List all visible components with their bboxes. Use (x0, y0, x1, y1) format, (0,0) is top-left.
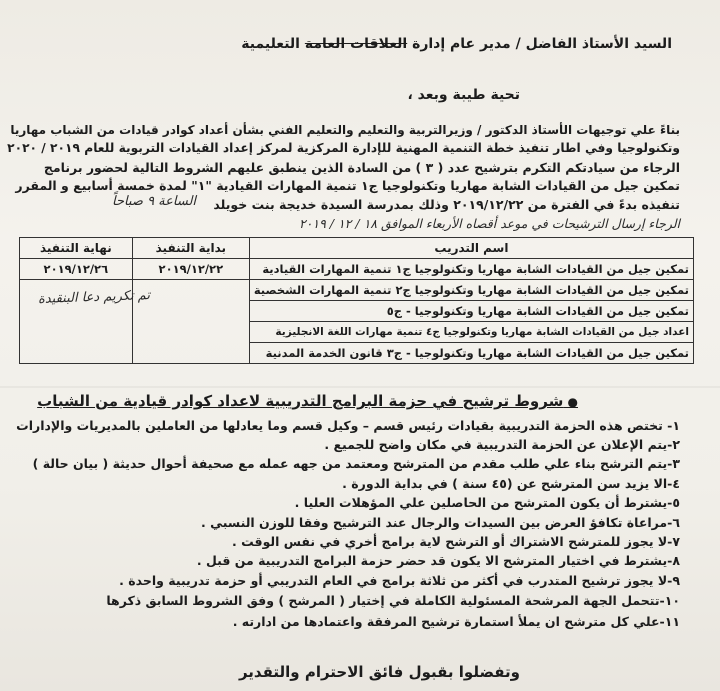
condition-item: ١١-علي كل مترشح ان يملأ استمارة ترشيح المرفقة واعتمادها من ادارته . (232, 614, 680, 629)
paragraph-line-5: تنفيذه بدءً في الفترة من ٢٠١٩/١٢/٢٢ وذلك بمدرسة السيدة خديجة بنت خويلد (213, 197, 680, 212)
paragraph-line-3: الرجاء من سيادتكم التكرم بترشيح عدد ( ٣ ) من السادة الذين ينطبق عليهم الشروط التالية لحضور برنامج (43, 160, 680, 175)
row-end (19, 322, 132, 343)
row-name: تمكين جيل من القيادات الشابة مهاريا وتكنولوجيا - ج٣ قانون الخدمة المدنية (249, 343, 693, 364)
title-bullet-icon: ● (563, 395, 578, 409)
row-start (132, 322, 249, 343)
condition-item: ٣-يتم الترشح بناء علي طلب مقدم من المترشح ومعتمد من جهه عمله مع صحيفة أحوال حديثة ( بيان حالة ) (32, 456, 680, 471)
row-start (132, 301, 249, 322)
conditions-title: ● شروط ترشيح في حزمة البرامج التدريبية لاعداد كوادر قيادية من الشباب (37, 392, 578, 410)
row-end (19, 343, 132, 364)
paragraph-line-4: تمكين جيل من القيادات الشابة مهاريا وتكنولوجيا ج١ تنمية المهارات القيادية "١" لمدة خمسة أسابيع و المقرر (15, 178, 680, 193)
closing-line: وتفضلوا بقبول فائق الاحترام والتقدير (238, 663, 520, 681)
paragraph-line-1: بناءً علي توجيهات الأستاذ الدكتور / وزيرالتربية والتعليم والتعليم الفني بشأن أعداد كوادر قيادات من الشباب مهاريا (10, 123, 680, 137)
row-start (132, 343, 249, 364)
table-row (19, 259, 693, 280)
addressee-line (241, 36, 672, 52)
addressee-suffix: التعليمية (241, 36, 300, 52)
header-name: اسم التدريب (249, 238, 693, 259)
handwritten-signature: تم تكريم دعا البنقيدة (37, 288, 151, 307)
addressee-prefix: السيد الأستاذ الفاضل / مدير عام إدارة (412, 36, 672, 52)
condition-item: ١- تختص هذه الحزمة التدريبية بقيادات رئيس قسم – وكيل قسم وما يعادلها من العاملين بالمديريات والإدارات (16, 418, 680, 433)
row-name: تمكين جيل من القيادات الشابة مهاريا وتكنولوجيا ج٢ تنمية المهارات الشخصية (249, 280, 693, 301)
condition-item: ٩-لا يجوز ترشيح المتدرب في أكثر من ثلاثة برامج في العام التدريبي أو حزمة تدريبية واحدة . (119, 573, 680, 588)
condition-item: ٨-يشترط في اختيار المترشح الا يكون قد حضر حزمة البرامج التدريبية من قبل . (196, 553, 680, 568)
handwritten-time: الساعة ٩ صباحاً (112, 194, 197, 209)
condition-item: ١٠-تتحمل الجهة المرشحة المسئولية الكاملة في إختيار ( المرشح ) وفق الشروط السابق ذكرها (106, 593, 680, 608)
condition-item: ٤-الا يزيد سن المترشح عن (٤٥ سنة ) في بداية الدورة . (342, 476, 680, 491)
table-header-row (19, 238, 693, 259)
row-name: تمكين جيل من القيادات الشابة مهاريا وتكنولوجيا - ج٥ (249, 301, 693, 322)
row-name: اعداد جيل من القيادات الشابة مهاريا وتكنولوجيا ج٤ تنمية مهارات اللغة الانجليزية (249, 322, 693, 343)
header-end: نهاية التنفيذ (19, 238, 132, 259)
row-name: تمكين جيل من القيادات الشابة مهاريا وتكنولوجيا ج١ تنمية المهارات القيادية (249, 259, 693, 280)
condition-item: ٧-لا يجوز للمترشح الاشتراك أو الترشح لاية برامج أخري في نفس الوقت . (232, 534, 680, 549)
header-start: بداية التنفيذ (132, 238, 249, 259)
addressee-struck-text: العلاقات العامة (304, 36, 408, 52)
row-end: ٢٠١٩/١٢/٢٦ (19, 259, 132, 280)
paper-crease (0, 386, 720, 388)
table-row (19, 343, 693, 364)
table-row (19, 322, 693, 343)
condition-item: ٦-مراعاة تكافؤ العرض بين السيدات والرجال عند الترشيح وفقا للوزن النسبي . (201, 515, 680, 530)
greeting: تحية طيبة وبعد ، (407, 87, 520, 103)
paragraph-line-2: وتكنولوجيا وفي اطار تنفيذ خطة التنمية المهنية للإدارة المركزية لمركز إعداد القيادات التربوية للعام ٢٠١٩ / ٢٠٢٠ (7, 141, 680, 155)
condition-item: ٥-يشترط أن يكون المترشح من الحاصلين علي المؤهلات العليا . (294, 495, 680, 510)
condition-item: ٢-يتم الإعلان عن الحزمة التدريبية في مكان واضح للجميع . (324, 437, 680, 452)
handwritten-deadline: الرجاء إرسال الترشيحات في موعد أقصاه الأربعاء الموافق ١٨ / ١٢ / ٢٠١٩ (298, 216, 680, 231)
row-start: ٢٠١٩/١٢/٢٢ (132, 259, 249, 280)
